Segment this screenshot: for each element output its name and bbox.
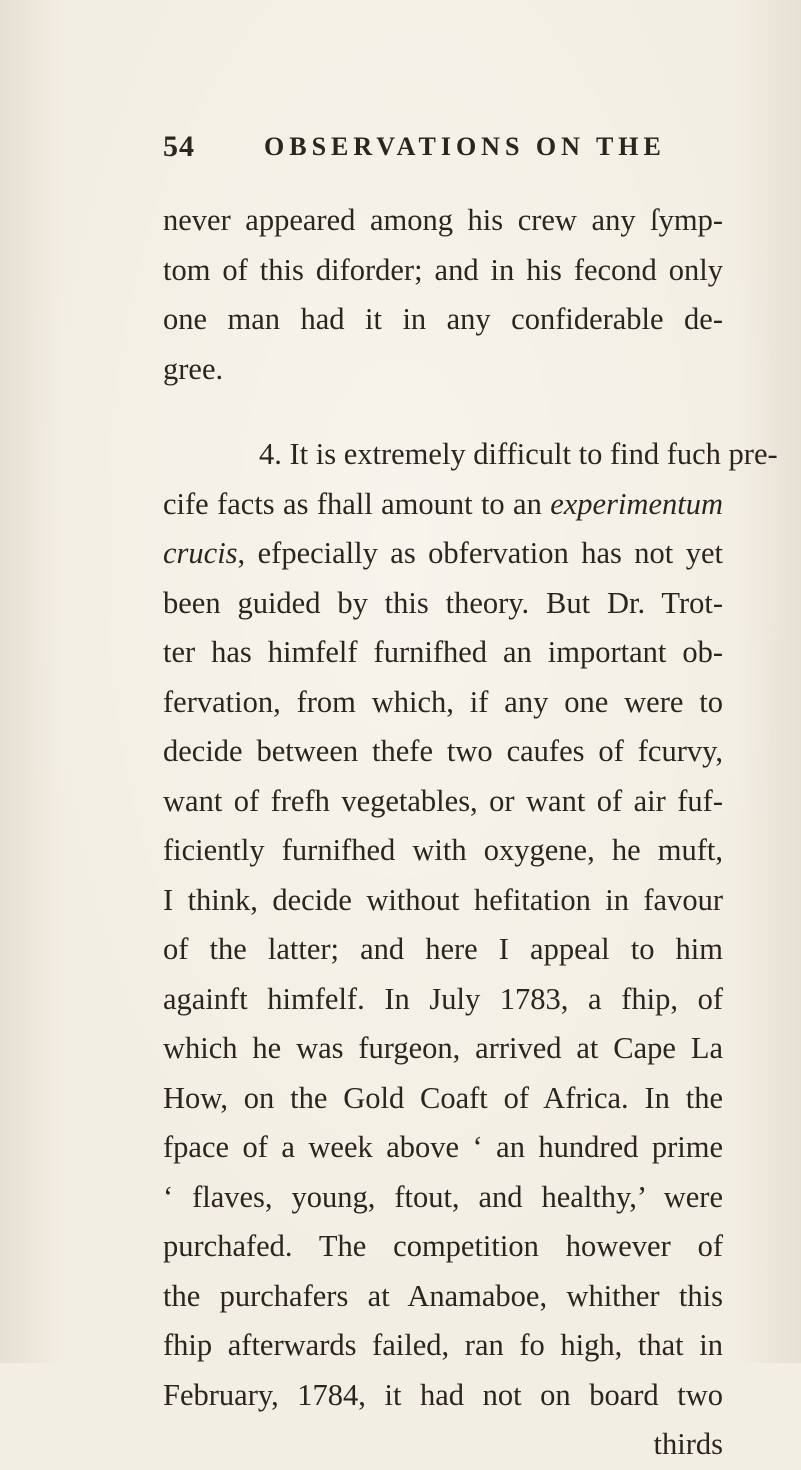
text-line: ‘ flaves, young, ftout, and healthy,’ were xyxy=(163,1179,723,1214)
text-line: one man had it in any confiderable de- xyxy=(163,302,723,336)
text-line: of the latter; and here I appeal to him xyxy=(163,932,723,966)
text-line: ficiently furnifhed with oxygene, he muft, xyxy=(163,833,723,867)
text-line: the purchafers at Anamaboe, whither this xyxy=(163,1278,723,1313)
text-line: decide between thefe two caufes of fcurvy, xyxy=(163,734,723,768)
text-line: ter has himfelf furnifhed an important ob- xyxy=(163,635,723,669)
body-text xyxy=(163,196,778,1470)
text-line: purchafed. The competition however of xyxy=(163,1229,723,1263)
text-line: February, 1784, it had not on board two xyxy=(163,1377,723,1412)
paragraph-1 xyxy=(163,196,723,394)
text-line: tom of this diforder; and in his fecond only xyxy=(163,252,723,287)
text-line: gree. xyxy=(163,351,224,386)
text-line: want of frefh vegetables, or want of air fuf- xyxy=(163,783,723,818)
text-line: fervation, from which, if any one were to xyxy=(163,684,723,719)
text-run: , efpecially as obfervation has not yet xyxy=(237,536,723,570)
text-line xyxy=(163,529,723,579)
paragraph-2 xyxy=(163,430,778,1470)
italic-text: experimentum xyxy=(550,486,723,521)
text-line: againft himfelf. In July 1783, a fhip, of xyxy=(163,981,723,1016)
text-line: which he was furgeon, arrived at Cape La xyxy=(163,1031,723,1065)
text-line: 4. It is extremely difficult to find fuch pre- xyxy=(259,437,778,471)
page-number: 54 xyxy=(163,130,195,163)
catchword: thirds xyxy=(653,1427,723,1461)
text-line: How, on the Gold Coaft of Africa. In the xyxy=(163,1080,723,1115)
text-line: never appeared among his crew any ſymp- xyxy=(163,203,723,237)
paragraph-gap xyxy=(163,394,723,430)
text-line xyxy=(163,480,723,530)
italic-text: crucis xyxy=(163,536,238,570)
text-line: been guided by this theory. But Dr. Trot- xyxy=(163,585,723,620)
text-line: fhip afterwards failed, ran fo high, that in xyxy=(163,1328,723,1362)
text-line: I think, decide without hefitation in favour xyxy=(163,882,723,917)
text-line: fpace of a week above ‘ an hundred prime xyxy=(163,1130,723,1164)
text-run: cife facts as fhall amount to an xyxy=(163,486,551,521)
page-header xyxy=(163,130,723,174)
running-head: OBSERVATIONS ON THE xyxy=(264,132,666,161)
